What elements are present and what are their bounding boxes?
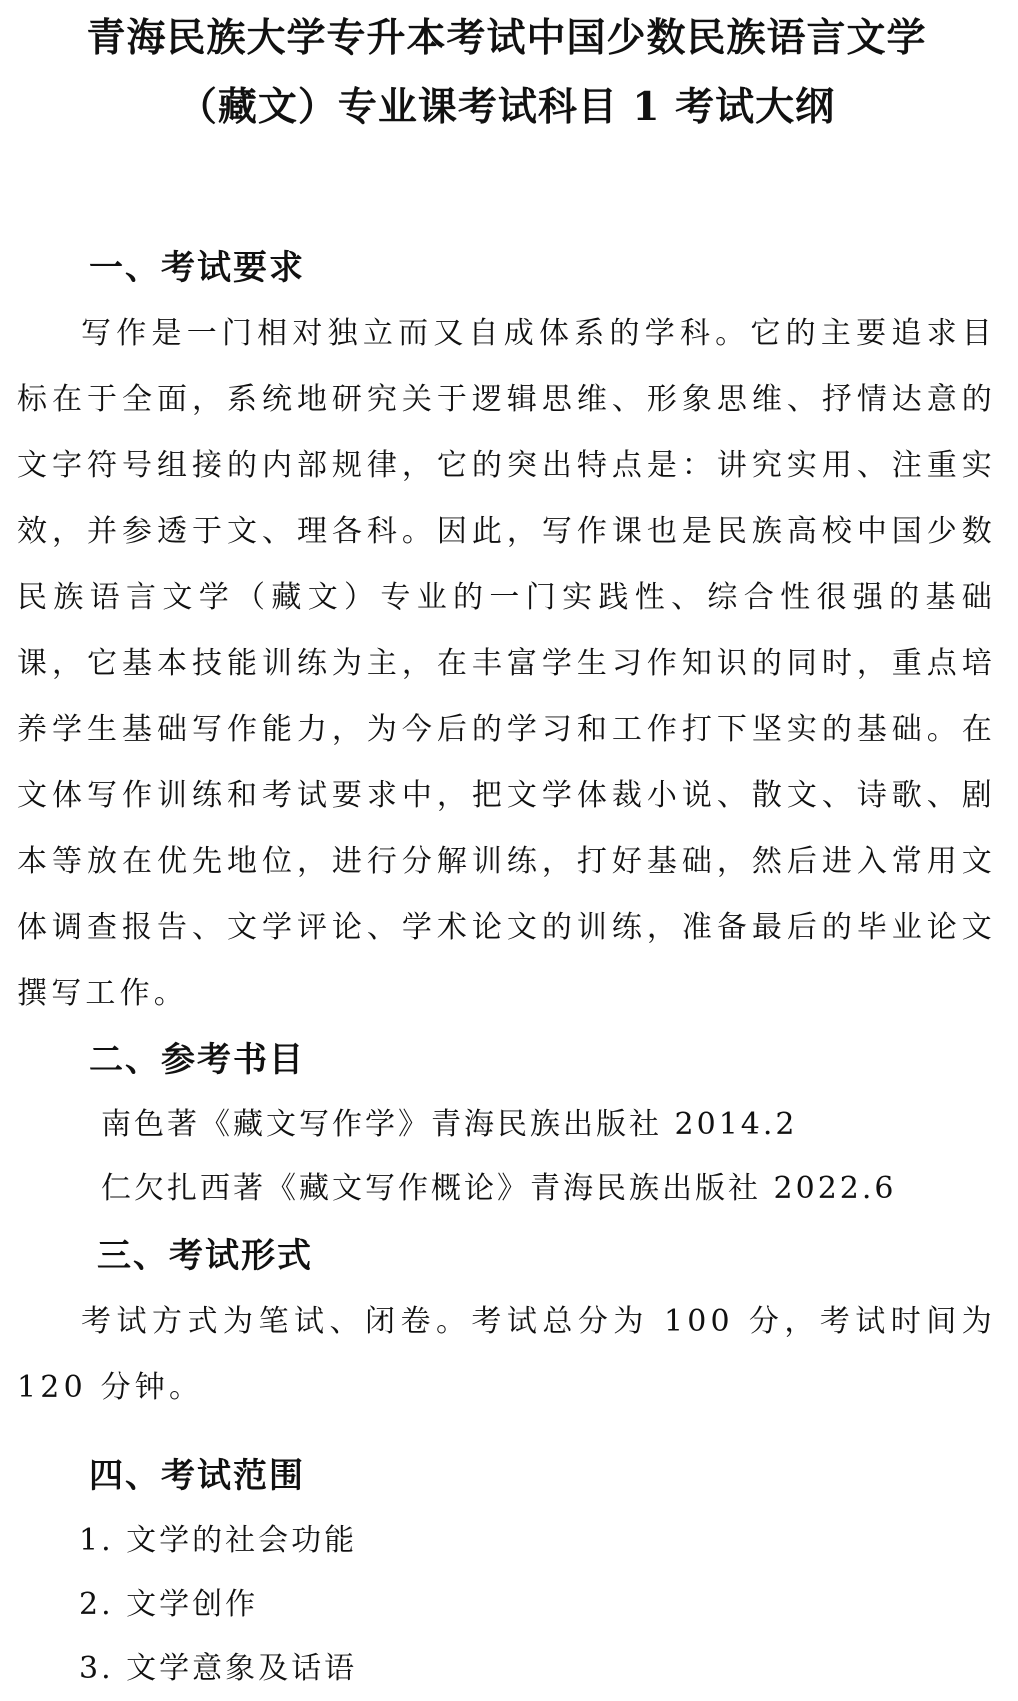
section-heading-exam-scope: 四、考试范围 — [89, 1456, 305, 1496]
reference-book-item: 南色著《藏文写作学》青海民族出版社 2014.2 — [101, 1107, 798, 1142]
reference-book-item: 仁欠扎西著《藏文写作概论》青海民族出版社 2022.6 — [101, 1171, 897, 1206]
exam-scope-item: 2. 文学创作 — [79, 1587, 259, 1622]
exam-scope-list — [17, 1509, 996, 1701]
document-title-line-1: 青海民族大学专升本考试中国少数民族语言文学 — [86, 15, 927, 61]
document-title-line-2: （藏文）专业课考试科目 1 考试大纲 — [177, 84, 836, 130]
document-title — [17, 0, 996, 142]
reference-book-list — [17, 1093, 996, 1221]
section-heading-reference-books: 二、参考书目 — [89, 1040, 305, 1080]
exam-scope-item: 1. 文学的社会功能 — [79, 1523, 358, 1558]
section-heading-exam-format: 三、考试形式 — [97, 1236, 313, 1276]
exam-format-paragraph: 考试方式为笔试、闭卷。考试总分为 100 分，考试时间为 120 分钟。 — [17, 1304, 996, 1405]
exam-scope-item: 3. 文学意象及话语 — [79, 1651, 358, 1686]
section-heading-exam-requirements: 一、考试要求 — [89, 248, 305, 288]
exam-requirements-paragraph: 写作是一门相对独立而又自成体系的学科。它的主要追求目标在于全面，系统地研究关于逻辑思维、形象思维、抒情达意的文字符号组接的内部规律，它的突出特点是：讲究实用、注重实效，并参透于文、理各科。因此，写作课也是民族高校中国少数民族语言文学（藏文）专业的一门实践性、综合性很强的基础课，它基本技能训练为主，在丰富学生习作知识的同时，重点培养学生基础写作能力，为今后的学习和工作打下坚实的基础。在文体写作训练和考试要求中，把文学体裁小说、散文、诗歌、剧本等放在优先地位，进行分解训练，打好基础，然后进入常用文体调查报告、文学评论、学术论文的训练，准备最后的毕业论文撰写工作。 — [17, 316, 996, 1011]
